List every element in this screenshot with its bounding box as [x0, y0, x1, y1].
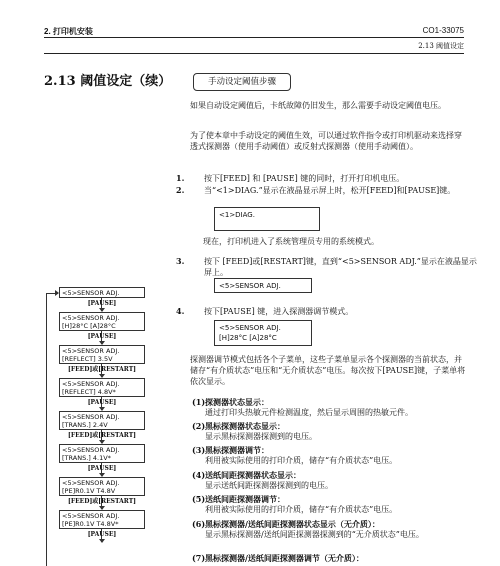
- list-item-1: [192, 397, 470, 418]
- header-divider: [44, 37, 464, 38]
- list-desc: 显示送纸间距探测器探测到的电压。: [205, 480, 333, 490]
- list-title: 探测器状态显示：: [205, 397, 269, 407]
- step-2-note: 现在，打印机进入了系统管理员专用的系统模式。: [203, 237, 379, 246]
- flow-lcd-line-1: <5>SENSOR ADJ.: [62, 512, 120, 520]
- flow-key-label: [PAUSE]: [87, 399, 117, 406]
- list-number: (4): [192, 470, 206, 480]
- step-text: 按下[PAUSE] 键，进入探测器调节模式。: [204, 307, 354, 316]
- flow-key-label: [FEED]或[RESTART]: [68, 366, 136, 373]
- list-title: 黑标探测器状态显示：: [205, 421, 285, 431]
- flow-lcd-line-2: [REFLECT] 4.8V*: [62, 388, 116, 396]
- step-number: 1.: [176, 173, 185, 183]
- step-number: 4.: [176, 306, 185, 316]
- intro-paragraph-2: 为了使本章中手动设定的阈值生效，可以通过软件指令或打印机驱动来选择穿透式探测器（使用手动阈值）或反射式探测器（使用手动阈值）。: [190, 131, 462, 151]
- flow-key-label: [PAUSE]: [87, 531, 117, 538]
- loop-line: [46, 293, 47, 566]
- step-2: [176, 185, 482, 196]
- flow-lcd-box: [59, 477, 145, 496]
- flow-lcd-box: [59, 411, 145, 430]
- flow-lcd-line-1: <5>SENSOR ADJ.: [62, 446, 120, 454]
- flow-key-label: [PAUSE]: [87, 333, 117, 340]
- flow-lcd-box: [59, 378, 145, 397]
- flow-lcd-box: [59, 510, 145, 529]
- list-number: (3): [192, 445, 206, 455]
- list-title: 黑标探测器/送纸间距探测器状态显示（无介质）：: [205, 519, 380, 529]
- list-item-4: [192, 470, 470, 491]
- list-desc: 显示黑标探测器探测到的电压。: [205, 431, 317, 441]
- flow-lcd-line-1: <5>SENSOR ADJ.: [62, 479, 120, 487]
- list-number: (7): [192, 553, 206, 563]
- flow-lcd-line-2: [PE]R0.1V T4.8V*: [62, 520, 119, 528]
- flow-lcd-box: [59, 312, 145, 331]
- flow-lcd-line-1: <5>SENSOR ADJ.: [62, 413, 120, 421]
- flow-lcd-box: [59, 444, 145, 463]
- list-number: (2): [192, 421, 206, 431]
- flow-lcd-line-2: [TRANS.] 2.4V: [62, 421, 108, 429]
- lcd-line-2: [H]28°C [A]28°C: [219, 334, 277, 342]
- list-number: (5): [192, 494, 206, 504]
- step-text: 按下[FEED] 和 [PAUSE] 键的同时，打开打印机电压。: [204, 174, 405, 183]
- flow-key-label: [FEED]或[RESTART]: [68, 498, 136, 505]
- lcd-line-1: <5>SENSOR ADJ.: [219, 324, 281, 332]
- flow-lcd-line-2: [REFLECT] 3.5V: [62, 355, 113, 363]
- section-title: 2.13 阈值设定（续）: [44, 74, 172, 89]
- flow-lcd-line-1: <5>SENSOR ADJ.: [62, 347, 120, 355]
- lcd-display: [214, 320, 312, 346]
- lcd-display: <5>SENSOR ADJ.: [214, 278, 312, 293]
- flow-lcd-line-1: <5>SENSOR ADJ.: [62, 289, 120, 297]
- submenu-intro: 探测器调节模式包括各个子菜单，这些子菜单显示各个探测器的当前状态，并储存“有介质状态”电压和“无介质状态”电压。每次按下[PAUSE]键，子菜单将依次显示。: [190, 355, 466, 386]
- list-number: (6): [192, 519, 206, 529]
- step-3: [176, 256, 482, 278]
- list-desc: 通过打印头热敏元件检测温度，然后显示周围的热敏元件。: [205, 407, 413, 417]
- list-item-2: [192, 421, 470, 442]
- list-desc: 利用被实际使用的打印介质，储存“有介质状态”电压。: [205, 455, 398, 465]
- header-doc-number: CO1-33075: [422, 26, 464, 35]
- step-text: 当“<1>DIAG.”显示在液晶显示屏上时，松开[FEED]和[PAUSE]键。: [204, 186, 456, 195]
- flow-lcd-box: [59, 287, 145, 298]
- list-item-6: [192, 519, 470, 540]
- step-number: 2.: [176, 185, 185, 195]
- list-title: 送纸间距探测器调节：: [205, 494, 285, 504]
- list-desc: 利用被实际使用的打印介质，储存“有介质状态”电压。: [205, 504, 398, 514]
- intro-paragraph-1: 如果自动设定阈值后，卡纸故障仍旧发生，那么需要手动设定阈值电压。: [190, 101, 446, 110]
- header-section: 2.13 阈值设定: [418, 42, 464, 50]
- flow-lcd-line-2: [PE]R0.1V T4.8V: [62, 487, 116, 495]
- flow-lcd-line-1: <5>SENSOR ADJ.: [62, 380, 120, 388]
- step-text: 按下 [FEED]或[RESTART]键，直到“<5>SENSOR ADJ.”显示在液晶显示屏上。: [204, 257, 477, 277]
- flow-lcd-line-2: [TRANS.] 4.1V*: [62, 454, 111, 462]
- step-4: [176, 306, 482, 317]
- list-title: 黑标探测器调节：: [205, 445, 269, 455]
- list-desc: 显示黑标探测器/送纸间距探测器探测到的“无介质状态”电压。: [205, 529, 424, 539]
- flow-lcd-box: [59, 345, 145, 364]
- list-title: 黑标探测器/送纸间距探测器调节（无介质）：: [205, 553, 364, 563]
- list-title: 送纸间距探测器状态显示：: [205, 470, 301, 480]
- step-number: 3.: [176, 256, 185, 266]
- flow-key-label: [PAUSE]: [87, 300, 117, 307]
- list-number: (1): [192, 397, 206, 407]
- list-item-3: [192, 445, 470, 466]
- step-1: [176, 173, 482, 184]
- list-item-5: [192, 494, 470, 515]
- flow-key-label: [FEED]或[RESTART]: [68, 432, 136, 439]
- procedure-box: 手动设定阈值步骤: [193, 73, 291, 91]
- flow-key-label: [PAUSE]: [87, 465, 117, 472]
- flow-lcd-line-1: <5>SENSOR ADJ.: [62, 314, 120, 322]
- header-divider-2: [44, 53, 464, 54]
- flow-arrow-icon: [99, 539, 105, 543]
- header-chapter: 2. 打印机安装: [44, 27, 93, 36]
- flow-lcd-line-2: [H]28°C [A]28°C: [62, 322, 116, 330]
- lcd-display: <1>DIAG.: [214, 207, 320, 231]
- list-item-7: [192, 553, 470, 564]
